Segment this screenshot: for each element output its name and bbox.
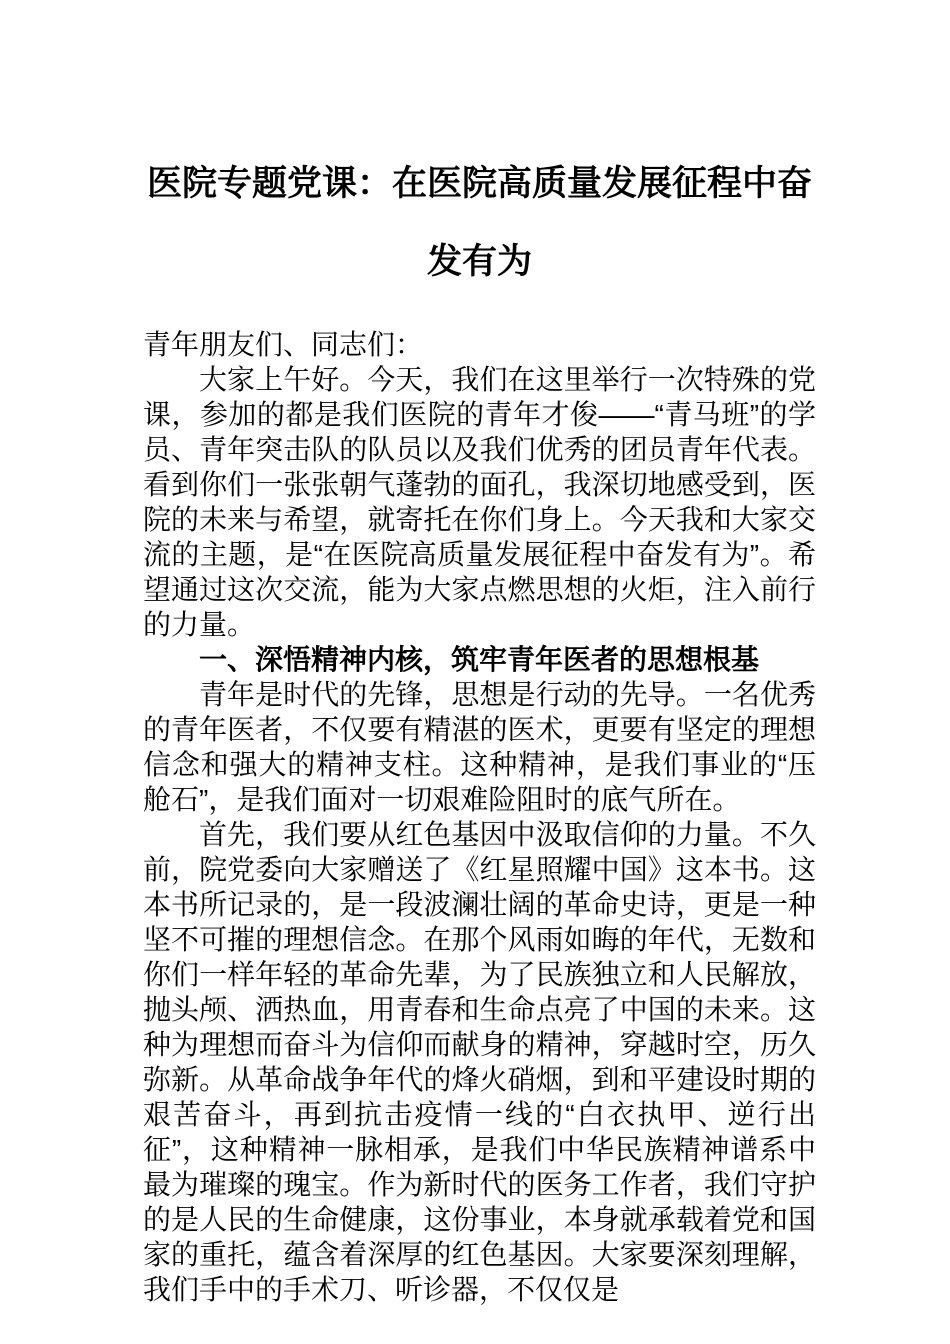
document-title: 医院专题党课：在医院高质量发展征程中奋发有为 — [146, 164, 812, 281]
body-paragraph: 首先，我们要从红色基因中汲取信仰的力量。不久前，院党委向大家赠送了《红星照耀中国》这本书。这本书所记录的，是一段波澜壮阔的革命史诗，更是一种坚不可摧的理想信念。在那个风雨如晦的年代，无数和你们一样年轻的革命先辈，为了民族独立和人民解放，抛头颅、洒热血，用青春和生命点亮了中国的未来。这种为理想而奋斗为信仰而献身的精神，穿越时空，历久弥新。从革命战争年代的烽火硝烟，到和平建设时期的艰苦奋斗，再到抗击疫情一线的“白衣执甲、逆行出征”，这种精神一脉相承，是我们中华民族精神谱系中最为璀璨的瑰宝。作为新时代的医务工作者，我们守护的是人民的生命健康，这份事业，本身就承载着党和国家的重托，蕴含着深厚的红色基因。大家要深刻理解，我们手中的手术刀、听诊器，不仅仅是 — [143, 819, 816, 1305]
section-heading: 一、深悟精神内核，筑牢青年医者的思想根基 — [199, 644, 760, 675]
body-paragraph: 大家上午好。今天，我们在这里举行一次特殊的党课，参加的都是我们医院的青年才俊——“青马班”的学员、青年突击队的队员以及我们优秀的团员青年代表。看到你们一张张朝气蓬勃的面孔，我深切地感受到，医院的未来与希望，就寄托在你们身上。今天我和大家交流的主题，是“在医院高质量发展征程中奋发有为”。希望通过这次交流，能为大家点燃思想的火炬，注入前行的力量。 — [143, 364, 816, 640]
body-paragraph: 青年是时代的先锋，思想是行动的先导。一名优秀的青年医者，不仅要有精湛的医术，更要有坚定的理想信念和强大的精神支柱。这种精神，是我们事业的“压舱石”，是我们面对一切艰难险阻时的底气所在。 — [143, 679, 816, 815]
document-body — [143, 327, 816, 1307]
salutation-paragraph: 青年朋友们、同志们： — [143, 329, 424, 360]
